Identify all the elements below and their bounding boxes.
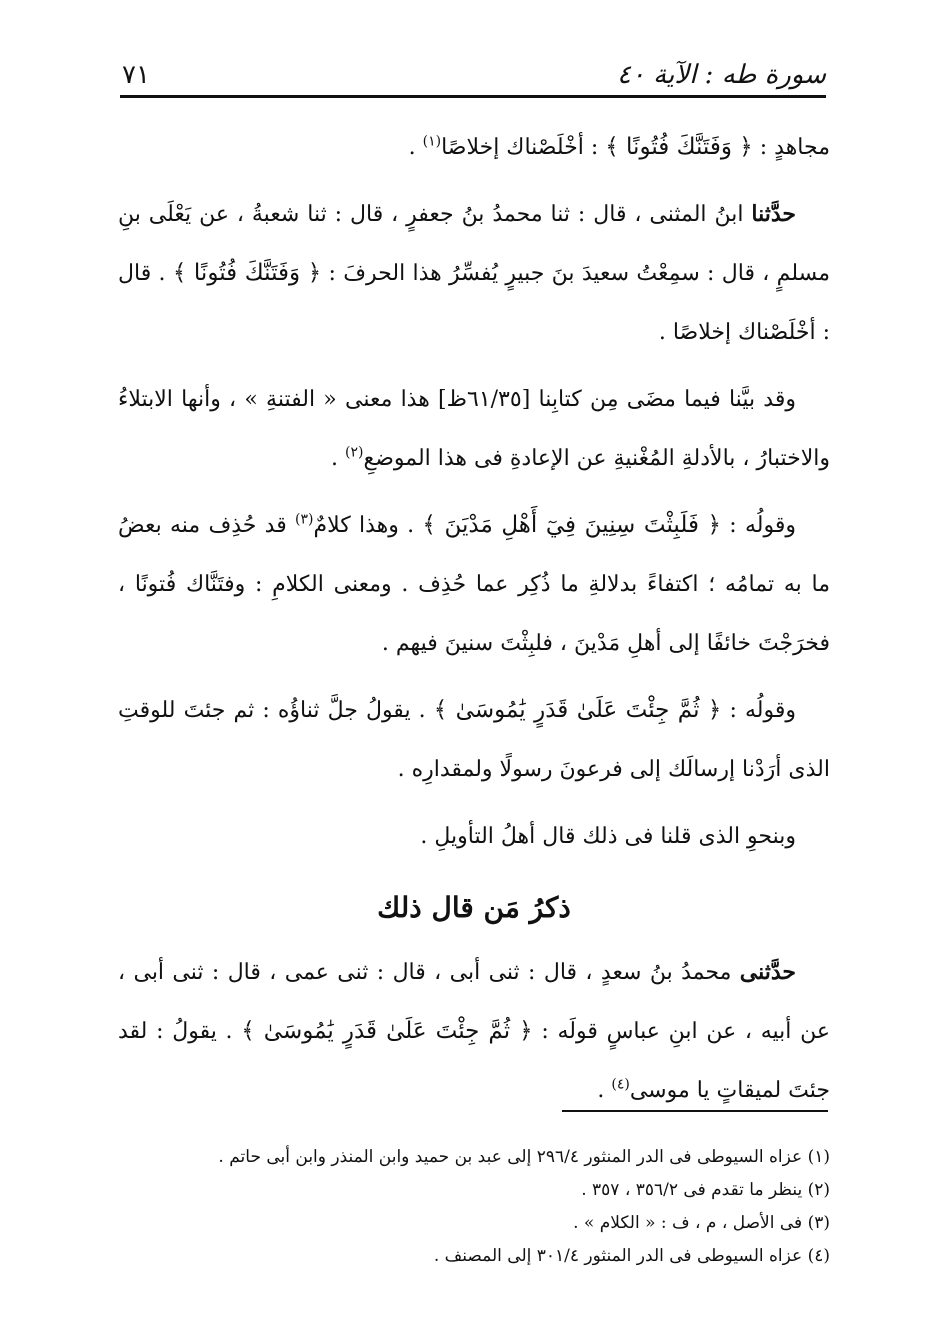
footnote-1: (١) عزاه السيوطى فى الدر المنثور ٢٩٦/٤ إلى عبد بن حميد وابن المنذر وابن أبى حاتم . xyxy=(218,1147,830,1167)
narration-start: حدَّثنى xyxy=(739,959,796,985)
quran-quote: ﴿ ثُمَّ جِئْتَ عَلَىٰ قَدَرٍ يَٰمُوسَىٰ ﴾ xyxy=(433,697,722,723)
main-text xyxy=(118,118,830,1128)
quran-quote: ﴿ وَفَتَنَّكَ فُتُونًا ﴾ xyxy=(172,260,322,286)
paragraph-4: وقولُه : ﴿ فَلَبِثْتَ سِنِينَ فِيٓ أَهْلِ مَدْيَنَ ﴾ . وهذا كلامٌ$^{(٣)}$ قد حُذِف منه بعضُ ما به تمامُه ؛ اكتفاءً بدلالةِ ما ذُكِر عما حُذِف . ومعنى الكلامِ : وفتَنَّاك فُتونًا ، فخرَجْتَ خائفًا إلى أهلِ مَدْينَ ، فلبِثْتَ سنينَ فيهم . xyxy=(118,511,830,656)
footnote-marker: (٤) xyxy=(611,1076,630,1093)
running-title: سورة طه : الآية ٤٠ xyxy=(616,60,826,90)
footnote-marker: (١) xyxy=(422,133,442,150)
header-rule xyxy=(120,95,826,98)
page-number: ٧١ xyxy=(122,60,150,90)
paragraph-1: مجاهدٍ : ﴿ وَفَتَنَّكَ فُتُونًا ﴾ : أخْلَصْناك إخلاصًا$^{(١)}$ . xyxy=(408,133,830,160)
footnotes xyxy=(118,1141,830,1273)
section-heading: ذكرُ مَن قال ذلك xyxy=(377,891,571,924)
quran-quote: ﴿ وَفَتَنَّكَ فُتُونًا ﴾ xyxy=(605,134,753,160)
narration-start: حدَّثنا xyxy=(751,201,796,227)
footnote-marker: (٣) xyxy=(295,511,314,528)
footnote-4: (٤) عزاه السيوطى فى الدر المنثور ٣٠١/٤ إلى المصنف . xyxy=(433,1246,830,1266)
footnote-separator xyxy=(562,1110,828,1112)
paragraph-2: حدَّثنا ابنُ المثنى ، قال : ثنا محمدُ بنُ جعفرٍ ، قال : ثنا شعبةُ ، عن يَعْلَى بنِ مسلمٍ ، قال : سمِعْتُ سعيدَ بنَ جبيرٍ يُفسِّرُ هذا الحرفَ : ﴿ وَفَتَنَّكَ فُتُونًا ﴾ . قال : أخْلَصْناك إخلاصًا . xyxy=(118,201,831,345)
footnote-3: (٣) فى الأصل ، م ، ف : « الكلام » . xyxy=(573,1213,830,1233)
paragraph-3: وقد بيَّنا فيما مضَى مِن كتابِنا [٦١/٣٥ظ] هذا معنى « الفتنةِ » ، وأنها الابتلاءُ والاختبارُ ، بالأدلةِ المُغْنيةِ عن الإعادةِ فى هذا الموضعِ$^{(٢)}$ . xyxy=(118,387,830,471)
quran-quote: ﴿ ثُمَّ جِئْتَ عَلَىٰ قَدَرٍ يَٰمُوسَىٰ ﴾ xyxy=(241,1018,533,1044)
paragraph-6: وبنحوِ الذى قلنا فى ذلك قال أهلُ التأويلِ . xyxy=(420,824,796,849)
footnote-2: (٢) ينظر ما تقدم فى ٣٥٦/٢ ، ٣٥٧ . xyxy=(581,1180,830,1200)
page-header xyxy=(120,52,826,98)
paragraph-7: حدَّثنى محمدُ بنُ سعدٍ ، قال : ثنى أبى ، قال : ثنى عمى ، قال : ثنى أبى ، عن أبيه ، عن ابنِ عباسٍ قولَه : ﴿ ثُمَّ جِئْتَ عَلَىٰ قَدَرٍ يَٰمُوسَىٰ ﴾ . يقولُ : لقد جئتَ لميقاتٍ يا موسى$^{(٤)}$ . xyxy=(118,959,831,1103)
quran-quote: ﴿ فَلَبِثْتَ سِنِينَ فِيٓ أَهْلِ مَدْيَنَ ﴾ xyxy=(422,512,722,538)
footnote-marker: (٢) xyxy=(345,444,364,461)
paragraph-5: وقولُه : ﴿ ثُمَّ جِئْتَ عَلَىٰ قَدَرٍ يَٰمُوسَىٰ ﴾ . يقولُ جلَّ ثناؤُه : ثم جئتَ للوقتِ الذى أرَدْنا إرسالَك إلى فرعونَ رسولًا ولمقدارِه . xyxy=(118,697,830,782)
